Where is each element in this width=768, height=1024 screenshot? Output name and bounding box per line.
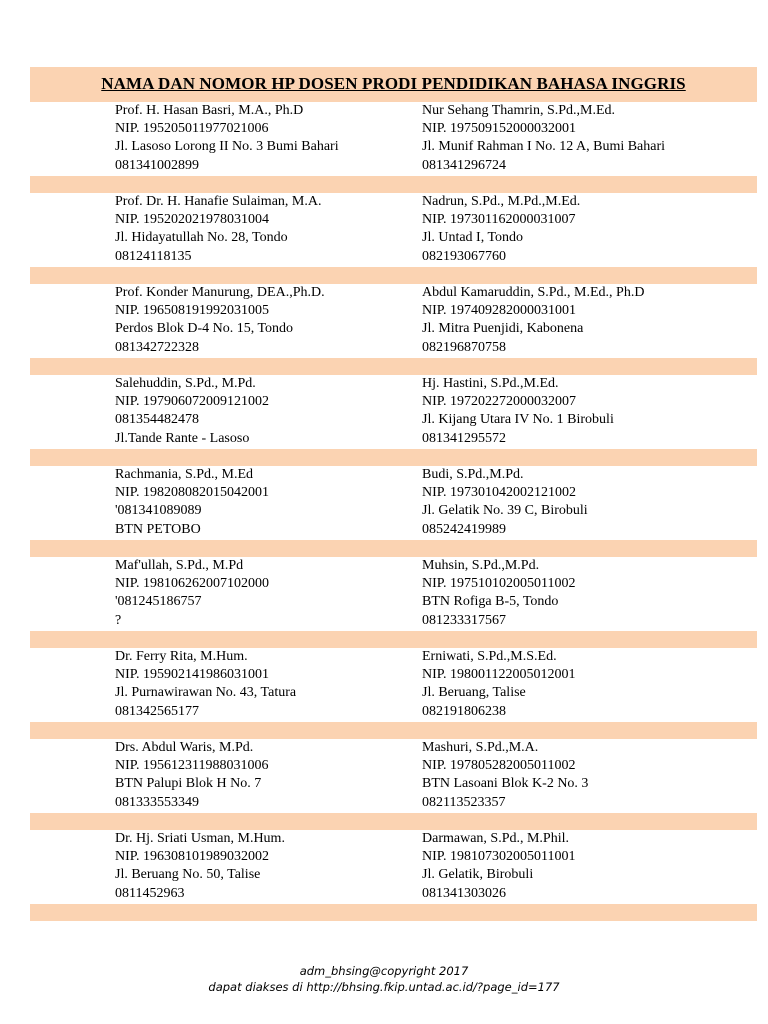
- lecturer-entry: [115, 830, 285, 903]
- lecturer-nip: NIP. 197409282000031001: [422, 303, 577, 319]
- lecturer-detail: Jl.Tande Rante - Lasoso: [115, 430, 250, 446]
- lecturer-nip: NIP. 197805282005011002: [422, 758, 576, 774]
- lecturer-nip: NIP. 197906072009121002: [115, 394, 270, 410]
- lecturer-entry: [422, 557, 576, 630]
- lecturer-name: Budi, S.Pd.,M.Pd.: [422, 467, 524, 482]
- lecturer-detail: Jl. Untad I, Tondo: [422, 230, 524, 246]
- lecturer-name: Prof. Konder Manurung, DEA.,Ph.D.: [115, 285, 325, 300]
- lecturer-name: Erniwati, S.Pd.,M.S.Ed.: [422, 649, 557, 664]
- lecturer-entry: [115, 193, 321, 266]
- lecturer-detail: Jl. Gelatik, Birobuli: [422, 867, 534, 883]
- lecturer-entry: [115, 739, 269, 812]
- lecturer-nip: NIP. 197301042002121002: [422, 485, 577, 501]
- lecturer-detail: Jl. Munif Rahman I No. 12 A, Bumi Bahari: [422, 139, 666, 155]
- lecturer-entry: [422, 466, 588, 539]
- lecturer-row: [30, 739, 757, 813]
- lecturer-entry: [422, 375, 614, 448]
- lecturer-name: Nadrun, S.Pd., M.Pd.,M.Ed.: [422, 194, 581, 209]
- lecturer-detail: Jl. Beruang No. 50, Talise: [115, 867, 261, 883]
- lecturer-detail: '081341089089: [115, 503, 202, 519]
- lecturer-name: Hj. Hastini, S.Pd.,M.Ed.: [422, 376, 559, 391]
- lecturer-name: Darmawan, S.Pd., M.Phil.: [422, 831, 569, 846]
- lecturer-name: Muhsin, S.Pd.,M.Pd.: [422, 558, 540, 573]
- lecturer-name: Prof. Dr. H. Hanafie Sulaiman, M.A.: [115, 194, 322, 209]
- lecturer-nip: NIP. 198001122005012001: [422, 667, 576, 683]
- lecturer-row: [30, 102, 757, 176]
- lecturer-name: Mashuri, S.Pd.,M.A.: [422, 740, 539, 755]
- lecturer-detail: 082196870758: [422, 339, 506, 355]
- lecturer-detail: Jl. Lasoso Lorong II No. 3 Bumi Bahari: [115, 139, 339, 155]
- lecturer-name: Salehuddin, S.Pd., M.Pd.: [115, 376, 256, 391]
- lecturer-entry: [422, 284, 644, 357]
- lecturer-detail: Jl. Purnawirawan No. 43, Tatura: [115, 685, 297, 701]
- lecturer-nip: NIP. 196508191992031005: [115, 303, 270, 319]
- separator-band: [30, 358, 757, 375]
- lecturer-entry: [115, 466, 269, 539]
- footer: [0, 963, 768, 995]
- lecturer-nip: NIP. 198106262007102000: [115, 576, 270, 592]
- lecturer-detail: BTN PETOBO: [115, 521, 201, 537]
- lecturer-entry: [115, 557, 269, 630]
- lecturer-nip: NIP. 195612311988031006: [115, 758, 269, 774]
- lecturer-nip: NIP. 195902141986031001: [115, 667, 270, 683]
- lecturer-entry: [115, 375, 269, 448]
- lecturer-nip: NIP. 197509152000032001: [422, 121, 577, 137]
- lecturer-row: [30, 466, 757, 540]
- lecturer-detail: 0811452963: [115, 885, 185, 901]
- lecturer-entry: [115, 284, 325, 357]
- lecturer-detail: 081233317567: [422, 612, 506, 628]
- lecturer-entry: [115, 102, 339, 175]
- lecturer-name: Dr. Hj. Sriati Usman, M.Hum.: [115, 831, 285, 846]
- lecturer-detail: Jl. Hidayatullah No. 28, Tondo: [115, 230, 288, 246]
- lecturer-entry: [422, 102, 665, 175]
- separator-band: [30, 631, 757, 648]
- lecturer-nip: NIP. 198208082015042001: [115, 485, 270, 501]
- lecturer-detail: BTN Rofiga B-5, Tondo: [422, 594, 559, 610]
- separator-band: [30, 449, 757, 466]
- lecturer-detail: 081341303026: [422, 885, 506, 901]
- lecturer-nip: NIP. 195202021978031004: [115, 212, 270, 228]
- separator-band: [30, 722, 757, 739]
- lecturer-detail: 081341296724: [422, 157, 506, 173]
- lecturer-detail: Jl. Mitra Puenjidi, Kabonena: [422, 321, 584, 337]
- lecturer-nip: NIP. 197202272000032007: [422, 394, 577, 410]
- lecturer-detail: 081341295572: [422, 430, 506, 446]
- lecturer-name: Rachmania, S.Pd., M.Ed: [115, 467, 254, 482]
- separator-band: [30, 904, 757, 921]
- footer-access-url: dapat diakses di http://bhsing.fkip.untad.ac.id/?page_id=177: [208, 980, 560, 994]
- separator-band: [30, 176, 757, 193]
- lecturer-detail: Jl. Gelatik No. 39 C, Birobuli: [422, 503, 588, 519]
- lecturer-detail: 081354482478: [115, 412, 199, 428]
- lecturer-detail: 082193067760: [422, 248, 506, 264]
- lecturer-detail: Jl. Kijang Utara IV No. 1 Birobuli: [422, 412, 614, 428]
- lecturer-nip: NIP. 197301162000031007: [422, 212, 576, 228]
- lecturer-detail: 082191806238: [422, 703, 506, 719]
- lecturer-detail: 081333553349: [115, 794, 199, 810]
- lecturer-detail: Perdos Blok D-4 No. 15, Tondo: [115, 321, 294, 337]
- lecturer-row: [30, 375, 757, 449]
- lecturer-detail: 081342565177: [115, 703, 199, 719]
- lecturer-entry: [422, 193, 580, 266]
- lecturer-row: [30, 193, 757, 267]
- lecturer-detail: 085242419989: [422, 521, 506, 537]
- lecturer-nip: NIP. 198107302005011001: [422, 849, 576, 865]
- lecturer-detail: ?: [115, 612, 122, 628]
- lecturer-detail: Jl. Beruang, Talise: [422, 685, 526, 701]
- lecturer-row: [30, 557, 757, 631]
- lecturer-nip: NIP. 197510102005011002: [422, 576, 576, 592]
- lecturer-row: [30, 648, 757, 722]
- lecturer-detail: 081341002899: [115, 157, 199, 173]
- lecturer-entry: [115, 648, 296, 721]
- lecturer-row: [30, 284, 757, 358]
- footer-copyright: adm_bhsing@copyright 2017: [299, 964, 469, 978]
- lecturer-name: Drs. Abdul Waris, M.Pd.: [115, 740, 254, 755]
- lecturer-entry: [422, 830, 576, 903]
- lecturer-nip: NIP. 195205011977021006: [115, 121, 269, 137]
- lecturer-detail: BTN Palupi Blok H No. 7: [115, 776, 262, 792]
- lecturer-name: Prof. H. Hasan Basri, M.A., Ph.D: [115, 103, 304, 118]
- lecturer-entry: [422, 648, 576, 721]
- title-band: [30, 67, 757, 102]
- separator-band: [30, 267, 757, 284]
- lecturer-detail: 081342722328: [115, 339, 199, 355]
- lecturer-name: Abdul Kamaruddin, S.Pd., M.Ed., Ph.D: [422, 285, 645, 300]
- lecturer-detail: 08124118135: [115, 248, 192, 264]
- separator-band: [30, 540, 757, 557]
- lecturer-row: [30, 830, 757, 904]
- page-title: NAMA DAN NOMOR HP DOSEN PRODI PENDIDIKAN BAHASA INGGRIS: [101, 74, 686, 93]
- lecturer-name: Nur Sehang Thamrin, S.Pd.,M.Ed.: [422, 103, 616, 118]
- lecturer-detail: '081245186757: [115, 594, 202, 610]
- lecturer-entry: [422, 739, 588, 812]
- lecturer-detail: BTN Lasoani Blok K-2 No. 3: [422, 776, 589, 792]
- lecturer-name: Maf'ullah, S.Pd., M.Pd: [115, 558, 244, 573]
- lecturer-nip: NIP. 196308101989032002: [115, 849, 270, 865]
- separator-band: [30, 813, 757, 830]
- lecturer-name: Dr. Ferry Rita, M.Hum.: [115, 649, 248, 664]
- lecturer-detail: 082113523357: [422, 794, 506, 810]
